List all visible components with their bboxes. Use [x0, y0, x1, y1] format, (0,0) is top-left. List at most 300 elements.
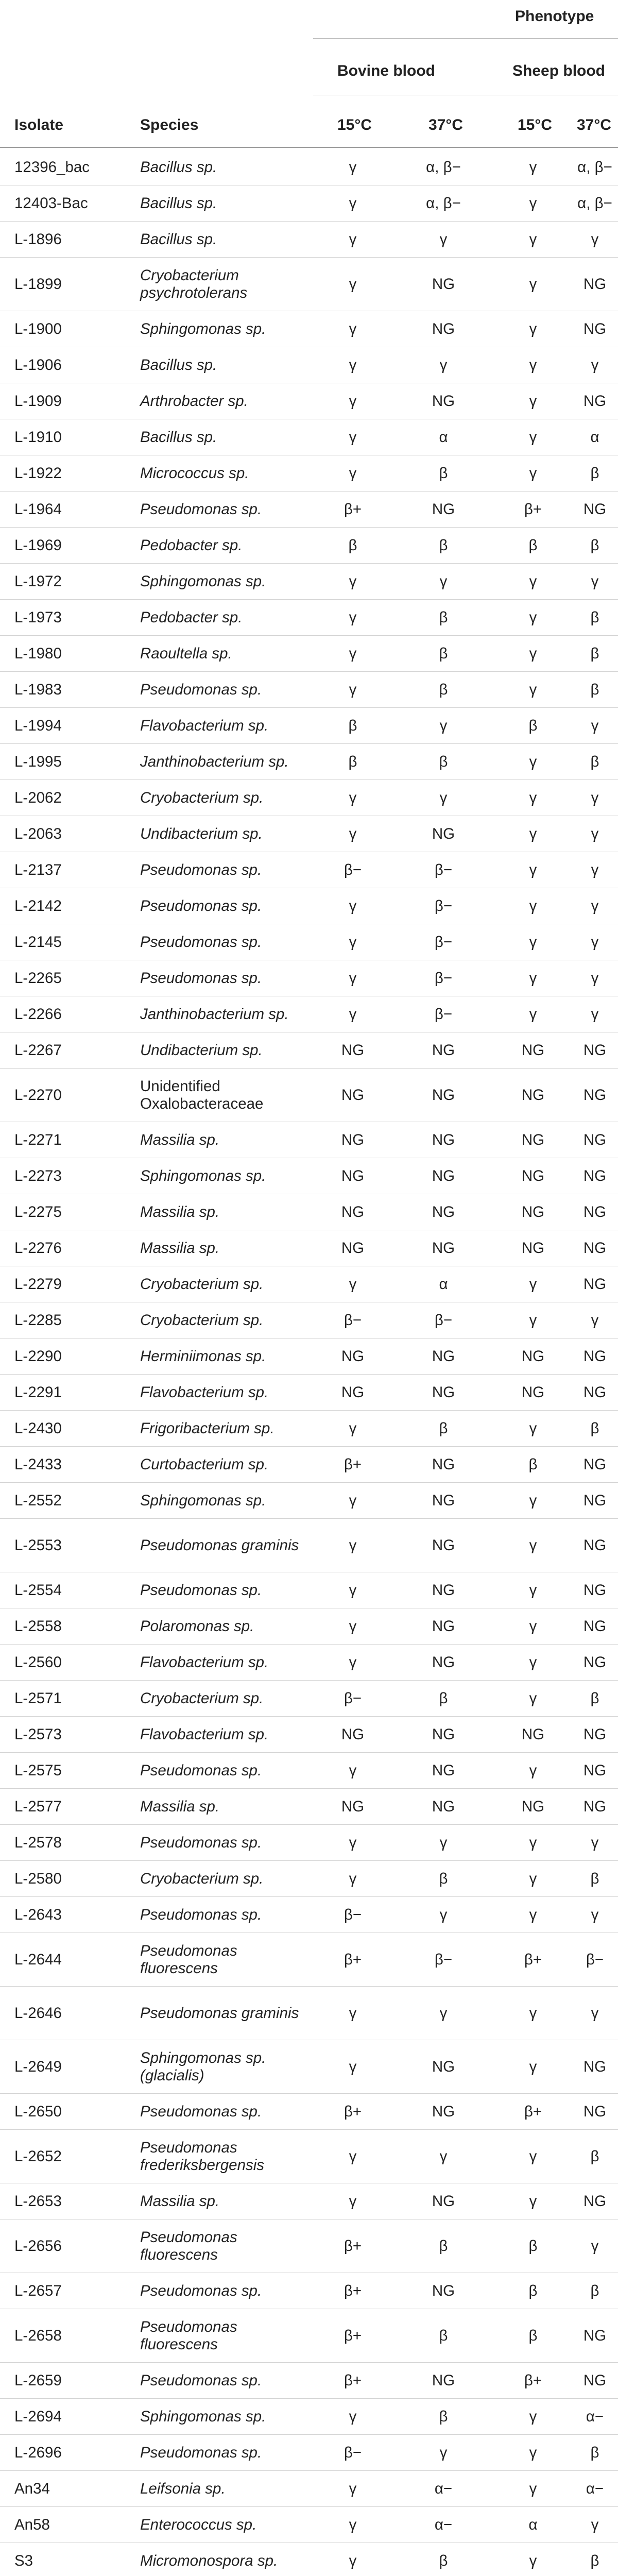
sheep-37c-cell: α, β− [577, 194, 612, 212]
sheep-15c-cell: γ [529, 2192, 537, 2210]
species-cell: Bacillus sp. [140, 356, 217, 374]
bovine-15c-cell: NG [341, 1239, 365, 1257]
sheep-15c-cell: γ [529, 897, 537, 914]
bovine-37c-cell: NG [432, 1131, 455, 1148]
table-row [0, 1933, 618, 1987]
isolate-cell: L-2652 [14, 2147, 62, 2165]
species-cell: Pseudomonas sp. [140, 1906, 262, 1923]
bovine-15c-cell: γ [349, 1581, 357, 1599]
bovine-37c-cell: γ [439, 789, 448, 806]
sheep-37c-cell: NG [583, 1203, 607, 1221]
sheep-15c-cell: β+ [524, 500, 542, 518]
bovine-15c-cell: γ [349, 825, 357, 842]
bovine-15c-cell: β+ [344, 2371, 362, 2389]
table-row [0, 996, 618, 1032]
table-row [0, 1987, 618, 2040]
species-cell: Micrococcus sp. [140, 464, 249, 482]
bovine-15c-cell: γ [349, 2004, 357, 2022]
table-row [0, 2094, 618, 2130]
bovine-37c-cell: β [439, 681, 448, 698]
species-cell: Undibacterium sp. [140, 825, 263, 842]
sheep-37c-cell: NG [583, 275, 607, 293]
sheep-37c-cell: β [590, 753, 599, 770]
bovine-37c-cell: NG [432, 1041, 455, 1059]
isolate-cell: L-2659 [14, 2371, 62, 2389]
bovine-37c-cell: γ [439, 1906, 448, 1923]
species-cell: Unidentified Oxalobacteraceae [140, 1077, 264, 1112]
bovine-37c-cell: α [439, 428, 448, 446]
table-row [0, 1266, 618, 1302]
isolate-cell: 12403-Bac [14, 194, 88, 212]
bovine-37c-cell: β [439, 536, 448, 554]
sheep-15c-cell: γ [529, 464, 537, 482]
bovine-37c-cell: γ [439, 1834, 448, 1851]
isolate-cell: L-2552 [14, 1492, 62, 1509]
bovine-15c-cell: γ [349, 933, 357, 951]
bovine-15c-cell: γ [349, 2192, 357, 2210]
bovine-37c-cell: α, β− [426, 194, 461, 212]
table-row [0, 1302, 618, 1338]
bovine-blood-header: Bovine blood [337, 62, 435, 79]
species-cell: Undibacterium sp. [140, 1041, 263, 1059]
bovine-37c-cell: β [439, 2327, 448, 2344]
species-cell: Pseudomonas sp. [140, 500, 262, 518]
isolate-cell: L-2137 [14, 861, 62, 878]
sheep-37c-cell: β− [586, 1951, 604, 1968]
species-cell: Polaromonas sp. [140, 1617, 254, 1635]
bovine-15c-cell: β− [344, 861, 362, 878]
table-row [0, 672, 618, 708]
isolate-cell: L-1900 [14, 320, 62, 337]
bovine-15c-cell: γ [349, 1419, 357, 1437]
sheep-37c-cell: NG [583, 1131, 607, 1148]
isolate-cell: L-2275 [14, 1203, 62, 1221]
sheep-15c-cell: γ [529, 194, 537, 212]
sheep-37c-cell: NG [583, 1581, 607, 1599]
isolate-cell: L-2571 [14, 1689, 62, 1707]
sheep-15c-cell: γ [529, 2058, 537, 2075]
sheep-15c-cell: γ [529, 645, 537, 662]
bovine-15c-cell: γ [349, 2147, 357, 2165]
bovine-15c-cell: β+ [344, 1455, 362, 1473]
isolate-cell: L-2657 [14, 2282, 62, 2299]
sheep-15c-cell: γ [529, 2408, 537, 2425]
bovine-15c-cell: γ [349, 1870, 357, 1887]
bovine-37c-cell: NG [432, 1167, 455, 1184]
isolate-cell: L-2285 [14, 1311, 62, 1329]
species-cell: Pseudomonas sp. [140, 2444, 262, 2461]
sheep-15c-cell: β [528, 1455, 538, 1473]
sheep-37c-cell: γ [591, 230, 599, 248]
table-row [0, 2399, 618, 2435]
bovine-15c-cell: γ [349, 356, 357, 374]
header-bottom-rule [0, 147, 618, 148]
sheep-15c-cell: NG [521, 1347, 545, 1365]
isolate-cell: L-2270 [14, 1086, 62, 1104]
isolate-cell: L-2554 [14, 1581, 62, 1599]
bovine-15c-cell: NG [341, 1203, 365, 1221]
bovine-37c-cell: γ [439, 717, 448, 734]
isolate-cell: L-2062 [14, 789, 62, 806]
sheep-15c-cell: NG [521, 1131, 545, 1148]
sheep-37c-cell: NG [583, 1455, 607, 1473]
table-row [0, 960, 618, 996]
table-row [0, 1032, 618, 1069]
species-cell: Micromonospora sp. [140, 2552, 278, 2569]
bovine-15c-cell: γ [349, 1653, 357, 1671]
bovine-15c-cell: γ [349, 392, 357, 410]
bovine-15c-cell: γ [349, 969, 357, 987]
table-row [0, 1572, 618, 1608]
table-row [0, 2273, 618, 2309]
sheep-37c-cell: NG [583, 392, 607, 410]
sheep-37c-cell: NG [583, 1761, 607, 1779]
sheep-37c-cell: NG [583, 1239, 607, 1257]
sheep-15c-cell: γ [529, 2444, 537, 2461]
species-col-header: Species [140, 116, 199, 133]
bovine-15c-cell: γ [349, 2516, 357, 2533]
table-body [0, 149, 618, 2576]
sheep-37c-cell: β [590, 1419, 599, 1437]
bovine-37c-cell: NG [432, 2282, 455, 2299]
bovine-15c-cell: γ [349, 681, 357, 698]
bovine-15c-cell: γ [349, 645, 357, 662]
table-row [0, 2363, 618, 2399]
sheep-15c-cell: γ [529, 825, 537, 842]
bovine-15c-cell: NG [341, 1798, 365, 1815]
species-cell: Herminiimonas sp. [140, 1347, 266, 1365]
species-cell: Pseudomonas fluorescens [140, 2318, 237, 2353]
species-cell: Janthinobacterium sp. [140, 1005, 289, 1023]
sheep-15c-cell: NG [521, 1383, 545, 1401]
bovine-37c-cell: α, β− [426, 158, 461, 176]
sheep-37c-cell: NG [583, 1086, 607, 1104]
table-row [0, 1789, 618, 1825]
sheep-15c-cell: NG [521, 1086, 545, 1104]
bovine-37c-cell: γ [439, 2444, 448, 2461]
bovine-37c-cell: β− [434, 861, 453, 878]
table-row [0, 1897, 618, 1933]
bovine-15c-cell: NG [341, 1086, 365, 1104]
table-row [0, 1825, 618, 1861]
table-row [0, 1338, 618, 1375]
table-row [0, 2543, 618, 2576]
bovine-15c-cell: γ [349, 1275, 357, 1293]
sheep-37c-cell: γ [591, 356, 599, 374]
bovine-15c-cell: γ [349, 1536, 357, 1554]
bovine-37c-cell: γ [439, 356, 448, 374]
bovine-37c-cell: NG [432, 1725, 455, 1743]
bovine-15c-cell: γ [349, 1005, 357, 1023]
bovine-37c-cell: β [439, 608, 448, 626]
sheep-15c-cell: γ [529, 1419, 537, 1437]
sheep-15c-cell: γ [529, 789, 537, 806]
sheep-37c-cell: NG [583, 320, 607, 337]
sheep-15c-cell: γ [529, 275, 537, 293]
species-cell: Enterococcus sp. [140, 2516, 257, 2533]
sheep-37c-cell: β [590, 2444, 599, 2461]
species-cell: Cryobacterium sp. [140, 1275, 264, 1293]
bovine-37c-cell: NG [432, 1798, 455, 1815]
bovine-37c-cell: β [439, 464, 448, 482]
bovine-37c-cell: β− [434, 933, 453, 951]
species-cell: Sphingomonas sp. [140, 1492, 266, 1509]
isolate-cell: L-2276 [14, 1239, 62, 1257]
bovine-37c-cell: β− [434, 1951, 453, 1968]
bovine-37c-cell: NG [432, 1383, 455, 1401]
sheep-15c-cell: γ [529, 230, 537, 248]
sheep-37c-cell: NG [583, 1167, 607, 1184]
sheep-15c-cell: NG [521, 1041, 545, 1059]
isolate-cell: L-1983 [14, 681, 62, 698]
table-row [0, 149, 618, 185]
isolate-cell: L-2430 [14, 1419, 62, 1437]
table-row [0, 888, 618, 924]
sheep-15c-cell: γ [529, 1536, 537, 1554]
bovine-37c-cell: NG [432, 275, 455, 293]
table-row [0, 1861, 618, 1897]
isolate-cell: L-1896 [14, 230, 62, 248]
bovine-37c-cell: α− [434, 2480, 453, 2497]
species-cell: Massilia sp. [140, 1131, 220, 1148]
species-cell: Bacillus sp. [140, 230, 217, 248]
table-row [0, 2507, 618, 2543]
bovine-37c-cell: NG [432, 825, 455, 842]
table-row [0, 1483, 618, 1519]
table-row [0, 347, 618, 383]
isolate-cell: L-2267 [14, 1041, 62, 1059]
bovine-15c-cell: γ [349, 1834, 357, 1851]
isolate-cell: L-2273 [14, 1167, 62, 1184]
table-row [0, 1753, 618, 1789]
bovine-15c-cell: β− [344, 1689, 362, 1707]
bovine-37c-cell: NG [432, 392, 455, 410]
bovine-15c-cell: NG [341, 1725, 365, 1743]
sheep-15c-cell: γ [529, 1761, 537, 1779]
bovine-37c-cell: NG [432, 500, 455, 518]
bovine-15c-cell: γ [349, 789, 357, 806]
species-cell: Flavobacterium sp. [140, 1725, 269, 1743]
species-cell: Pseudomonas fluorescens [140, 2228, 237, 2263]
bovine-37c-cell: NG [432, 2058, 455, 2075]
bovine-37c-cell: β [439, 753, 448, 770]
bovine-15c-cell: γ [349, 1492, 357, 1509]
isolate-cell: An58 [14, 2516, 50, 2533]
isolate-cell: L-2265 [14, 969, 62, 987]
sheep-37c-cell: β [590, 645, 599, 662]
isolate-cell: L-2658 [14, 2327, 62, 2344]
bovine-37c-cell: NG [432, 1492, 455, 1509]
bovine-15c-cell: β [348, 717, 357, 734]
bovine-37c-cell: NG [432, 320, 455, 337]
table-row [0, 419, 618, 455]
species-cell: Pseudomonas graminis [140, 1536, 299, 1554]
isolate-cell: L-2279 [14, 1275, 62, 1293]
species-cell: Sphingomonas sp. [140, 2408, 266, 2425]
sheep-37c-cell: γ [591, 717, 599, 734]
isolate-cell: L-2063 [14, 825, 62, 842]
bovine-15c-cell: γ [349, 2552, 357, 2569]
species-cell: Pedobacter sp. [140, 608, 243, 626]
species-cell: Sphingomonas sp. [140, 320, 266, 337]
isolate-col-header: Isolate [14, 116, 64, 133]
isolate-cell: L-2644 [14, 1951, 62, 1968]
sheep-37c-cell: NG [583, 1653, 607, 1671]
sheep-15c-cell: γ [529, 2552, 537, 2569]
bovine-15c-cell: β− [344, 2444, 362, 2461]
sheep-37c-cell: γ [591, 1906, 599, 1923]
species-cell: Massilia sp. [140, 2192, 220, 2210]
bovine-15c-cell: β [348, 536, 357, 554]
sheep-15c-cell: β [528, 2237, 538, 2255]
bovine-37c-cell: β [439, 2552, 448, 2569]
sheep-37c-cell: β [590, 608, 599, 626]
sheep-37c-cell: γ [591, 1834, 599, 1851]
isolate-cell: L-1972 [14, 572, 62, 590]
isolate-cell: L-2694 [14, 2408, 62, 2425]
sheep-15c-cell: β [528, 2282, 538, 2299]
bovine-15c-cell: NG [341, 1131, 365, 1148]
sheep-37c-cell: NG [583, 500, 607, 518]
sheep-15c-header: 15°C [518, 116, 553, 133]
isolate-cell: L-1980 [14, 645, 62, 662]
sheep-15c-cell: γ [529, 2147, 537, 2165]
bovine-15c-cell: β+ [344, 1951, 362, 1968]
bovine-15c-cell: NG [341, 1167, 365, 1184]
table-row [0, 1519, 618, 1572]
bovine-15c-cell: β [348, 753, 357, 770]
species-cell: Pseudomonas sp. [140, 1581, 262, 1599]
bovine-37c-cell: NG [432, 1617, 455, 1635]
sheep-15c-cell: γ [529, 392, 537, 410]
bovine-37c-cell: NG [432, 1203, 455, 1221]
isolate-cell: L-2553 [14, 1536, 62, 1554]
bovine-37c-cell: NG [432, 1653, 455, 1671]
bovine-15c-cell: γ [349, 572, 357, 590]
bovine-15c-cell: γ [349, 320, 357, 337]
sheep-37c-cell: γ [591, 1005, 599, 1023]
sheep-blood-header: Sheep blood [512, 62, 605, 79]
species-cell: Bacillus sp. [140, 158, 217, 176]
bovine-15c-cell: γ [349, 2058, 357, 2075]
sheep-15c-cell: γ [529, 2004, 537, 2022]
species-cell: Janthinobacterium sp. [140, 753, 289, 770]
table-row [0, 600, 618, 636]
species-cell: Pseudomonas sp. [140, 1834, 262, 1851]
bovine-37c-cell: γ [439, 572, 448, 590]
bovine-15c-cell: γ [349, 464, 357, 482]
sheep-37c-cell: β [590, 536, 599, 554]
sheep-37c-cell: α, β− [577, 158, 612, 176]
bovine-15c-cell: β+ [344, 2103, 362, 2120]
sheep-15c-cell: γ [529, 1834, 537, 1851]
sheep-15c-cell: γ [529, 320, 537, 337]
table-row [0, 1608, 618, 1645]
sheep-15c-cell: γ [529, 1870, 537, 1887]
sheep-37c-cell: α [590, 428, 599, 446]
table-row [0, 2309, 618, 2363]
bovine-37c-cell: β [439, 1689, 448, 1707]
isolate-cell: L-2649 [14, 2058, 62, 2075]
bovine-37c-cell: β [439, 2408, 448, 2425]
sheep-37c-cell: γ [591, 861, 599, 878]
species-cell: Cryobacterium psychrotolerans [140, 266, 248, 301]
bovine-37c-cell: β [439, 1870, 448, 1887]
species-cell: Massilia sp. [140, 1239, 220, 1257]
isolate-cell: L-2578 [14, 1834, 62, 1851]
isolate-cell: L-2433 [14, 1455, 62, 1473]
isolate-cell: L-1910 [14, 428, 62, 446]
sheep-15c-cell: γ [529, 1906, 537, 1923]
species-cell: Pseudomonas fluorescens [140, 1942, 237, 1977]
sheep-15c-cell: γ [529, 356, 537, 374]
table-row [0, 1447, 618, 1483]
bovine-15c-cell: β+ [344, 500, 362, 518]
sheep-37c-cell: NG [583, 1725, 607, 1743]
sheep-37c-cell: α− [586, 2408, 604, 2425]
isolate-cell: L-2643 [14, 1906, 62, 1923]
table-row [0, 780, 618, 816]
sheep-15c-cell: γ [529, 1689, 537, 1707]
table-row [0, 528, 618, 564]
bovine-37c-cell: β [439, 2237, 448, 2255]
isolate-cell: L-2290 [14, 1347, 62, 1365]
isolate-cell: L-1922 [14, 464, 62, 482]
sheep-15c-cell: NG [521, 1167, 545, 1184]
phenotype-header: Phenotype [515, 8, 594, 25]
sheep-37c-cell: NG [583, 1492, 607, 1509]
isolate-cell: L-2271 [14, 1131, 62, 1148]
bovine-15c-cell: β+ [344, 2327, 362, 2344]
table-row [0, 1717, 618, 1753]
bovine-15c-cell: γ [349, 1761, 357, 1779]
bovine-15c-cell: β+ [344, 2237, 362, 2255]
sheep-15c-cell: β [528, 2327, 538, 2344]
isolate-cell: L-1995 [14, 753, 62, 770]
species-cell: Sphingomonas sp. [140, 1167, 266, 1184]
table-row [0, 636, 618, 672]
sheep-37c-cell: γ [591, 2004, 599, 2022]
species-cell: Raoultella sp. [140, 645, 232, 662]
bovine-37c-cell: NG [432, 1347, 455, 1365]
sheep-15c-cell: γ [529, 572, 537, 590]
isolate-cell: L-2266 [14, 1005, 62, 1023]
species-cell: Sphingomonas sp. (glacialis) [140, 2049, 266, 2084]
bovine-15c-cell: NG [341, 1383, 365, 1401]
bovine-37c-cell: β− [434, 1311, 453, 1329]
bovine-15c-cell: γ [349, 275, 357, 293]
sheep-15c-cell: γ [529, 158, 537, 176]
sheep-15c-cell: γ [529, 1617, 537, 1635]
isolate-cell: L-1909 [14, 392, 62, 410]
bovine-37c-cell: NG [432, 2192, 455, 2210]
isolate-cell: L-2558 [14, 1617, 62, 1635]
sheep-37c-cell: α− [586, 2480, 604, 2497]
sheep-37c-header: 37°C [577, 116, 612, 133]
table-row [0, 1645, 618, 1681]
species-cell: Cryobacterium sp. [140, 1689, 264, 1707]
bovine-15c-cell: γ [349, 1617, 357, 1635]
sheep-37c-cell: NG [583, 2327, 607, 2344]
bovine-37c-cell: β [439, 645, 448, 662]
sheep-15c-cell: γ [529, 933, 537, 951]
isolate-cell: L-2580 [14, 1870, 62, 1887]
isolate-cell: L-1973 [14, 608, 62, 626]
table-row [0, 492, 618, 528]
species-cell: Leifsonia sp. [140, 2480, 226, 2497]
bovine-37c-cell: β− [434, 1005, 453, 1023]
species-cell: Pseudomonas sp. [140, 861, 262, 878]
